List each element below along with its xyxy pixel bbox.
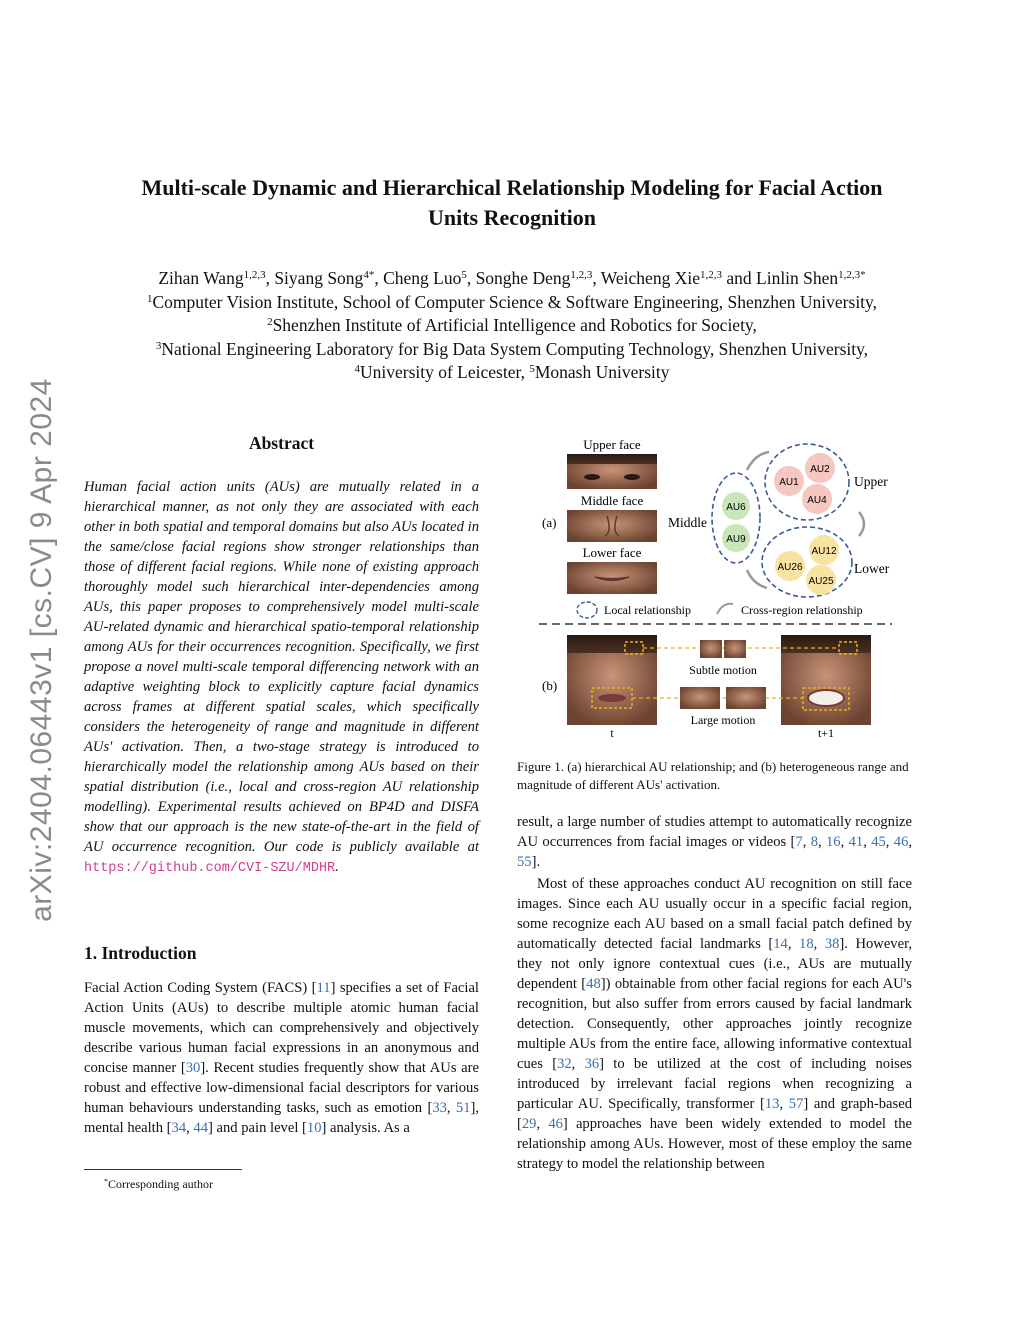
abstract-body: Human facial action units (AUs) are mutually related in a hierarchical manner, as not only they are associated with each other in both spatial and temporal domains but also AUs located in the same/close facial regions show stronger relationships than those of different facial regions. While none of existing approach thoroughly model such hierarchical inter-dependencies among AUs, this paper proposes to comprehensively model multi-scale AU-related dynamic and hierarchical spatio-temporal relationship among AUs for their occurrences recognition. Specifically, we first propose a novel multi-scale temporal differencing network with an adaptive weighting block to explicitly capture facial dynamics across frames at different spatial scales, which specifically considers the heterogeneity of range and magnitude in different AUs' activation. Then, a two-stage strategy is introduced to hierarchically model the relationship among AUs based on their spatial distribution (i.e., local and cross-region AU relationship modelling). Experimental results achieved on BP4D and DISFA show that our approach is the new state-of-the-art in the field of AU occurrence recognition. Our code is publicly available at https://github.com/CVI-SZU/MDHR.	[84, 479, 479, 876]
paper-title	[60, 173, 964, 233]
citation-link[interactable]: 57	[788, 1096, 804, 1112]
author-separator: ,	[592, 268, 601, 288]
paragraph-text: ,	[885, 834, 894, 850]
affiliation-text: University of Leicester,	[359, 362, 530, 382]
paragraph-text: ].	[531, 854, 541, 870]
paragraph-text: ]. Recent studies frequently show that AUs are robust and effective low-dimensional facial descriptors for various human behaviours understanding tasks, such as emotion [	[84, 1060, 479, 1116]
local-relationship-legend-icon	[577, 602, 597, 618]
au26-label: AU26	[777, 562, 803, 573]
large-motion-crop-2	[726, 687, 766, 709]
affiliation-mark: 1	[146, 292, 153, 305]
introduction-paragraph	[84, 978, 479, 1138]
author-affiliation: 1,2,3*	[838, 269, 866, 281]
section-heading-introduction: 1. Introduction	[84, 943, 197, 963]
author-list	[60, 267, 964, 291]
author-name: Cheng Luo	[383, 268, 462, 288]
mouth-t	[598, 694, 626, 702]
paragraph-text: ,	[779, 1096, 789, 1112]
paragraph-text: ,	[802, 834, 811, 850]
paragraph-text: ,	[818, 834, 826, 850]
subtle-motion-label: Subtle motion	[689, 663, 757, 677]
middle-face-label: Middle face	[580, 493, 644, 508]
right-paragraph-2	[517, 874, 912, 1174]
citation-link[interactable]: 29	[521, 1116, 537, 1132]
figure-1	[537, 432, 907, 762]
citation-link[interactable]: 55	[517, 854, 532, 870]
affiliation-mark: 3	[155, 339, 162, 352]
paragraph-text: ,	[571, 1056, 585, 1072]
affiliation-1	[60, 291, 964, 315]
citation-link[interactable]: 16	[826, 834, 841, 850]
figure-label-a: (a)	[542, 515, 557, 530]
title-line-1: Multi-scale Dynamic and Hierarchical Relationship Modeling for Facial Action	[141, 175, 883, 200]
frame-t1-label: t+1	[817, 726, 835, 740]
large-motion-crop-1	[680, 687, 720, 709]
au2-label: AU2	[810, 464, 830, 475]
title-line-2: Units Recognition	[427, 205, 597, 230]
affiliation-mark: 2	[267, 316, 273, 328]
figure-label-b: (b)	[542, 678, 558, 693]
middle-face-crop	[567, 510, 657, 542]
local-relationship-legend: Local relationship	[604, 603, 691, 617]
author-separator: and	[721, 268, 757, 288]
citation-link[interactable]: 46	[548, 1116, 563, 1132]
author-name: Zihan Wang	[158, 268, 244, 288]
paragraph-text: ,	[863, 834, 872, 850]
lower-label: Lower	[854, 561, 890, 576]
cross-region-legend-icon	[717, 604, 733, 614]
middle-label: Middle	[668, 515, 707, 530]
paragraph-text: ,	[186, 1120, 194, 1136]
cross-region-arrow-upper-lower	[859, 512, 864, 536]
citation-link[interactable]: 30	[185, 1060, 201, 1076]
citation-link[interactable]: 33	[432, 1100, 447, 1116]
paragraph-text: ,	[536, 1116, 549, 1132]
author-name: Songhe Deng	[475, 268, 571, 288]
author-affiliation: 1,2,3	[699, 269, 722, 281]
citation-link[interactable]: 41	[848, 834, 864, 850]
au25-label: AU25	[808, 576, 834, 587]
citation-link[interactable]: 34	[171, 1120, 187, 1136]
large-motion-label: Large motion	[690, 713, 756, 727]
footnote-text: Corresponding author	[108, 1177, 213, 1191]
subtle-motion-crop-1	[700, 640, 722, 658]
paragraph-text: ,	[840, 834, 849, 850]
lower-region-boundary	[762, 527, 852, 597]
affiliation-mark: 5	[529, 363, 535, 375]
author-affiliation: 4*	[363, 269, 375, 281]
figure-caption: Figure 1. (a) hierarchical AU relationship; and (b) heterogeneous range and magnitude of different AUs' activation.	[517, 759, 909, 792]
author-name: Weicheng Xie	[600, 268, 700, 288]
affiliation-text: Shenzhen Institute of Artificial Intelligence and Robotics for Society,	[272, 315, 757, 335]
paragraph-text: ] approaches have been widely extended to model the relationship among AUs. However, most of these employ the same strategy to model the relationship between	[517, 1116, 913, 1172]
paragraph-text: ]) obtainable from other facial regions for each AU's recognition, but also suffer from errors caused by facial landmark detection. Consequently, other approaches jointly recognize multiple AUs from the entire face, allowing informative contextual cues [	[517, 976, 912, 1072]
author-affiliation: 1,2,3	[570, 269, 593, 281]
citation-link[interactable]: 44	[193, 1120, 209, 1136]
mouth-t1	[808, 690, 844, 706]
paragraph-text: ] specifies a set of Facial Action Units (AUs) to describe multiple atomic human facial muscle movements, which can comprehensively and objectively describe various human facial expressions in an anonymous and concise manner [	[84, 980, 479, 1076]
arxiv-identifier: arXiv:2404.06443v1 [cs.CV] 9 Apr 2024	[25, 378, 58, 922]
au6-label: AU6	[726, 502, 746, 513]
paragraph-text: Most of these approaches conduct AU recognition on still face images. Since each AU usually occur in a specific facial region, some recognize each AU based on a small facial patch defined by automatically detected facial landmarks [	[517, 876, 912, 952]
citation-link[interactable]: 7	[795, 834, 803, 850]
citation-link[interactable]: 48	[586, 976, 601, 992]
author-separator: ,	[374, 268, 384, 288]
affiliation-text: Computer Vision Institute, School of Computer Science & Software Engineering, Shenzhen University,	[152, 291, 878, 312]
au1-label: AU1	[779, 477, 799, 488]
right-eye	[624, 474, 640, 480]
paragraph-text: ], mental health [	[84, 1100, 480, 1136]
citation-link[interactable]: 38	[824, 936, 840, 952]
au4-label: AU4	[807, 495, 827, 506]
code-link[interactable]: https://github.com/CVI-SZU/MDHR	[84, 861, 336, 876]
paragraph-text: ,	[787, 936, 800, 952]
citation-link[interactable]: 36	[584, 1056, 600, 1072]
subtle-motion-crop-2	[724, 640, 746, 658]
citation-link[interactable]: 11	[316, 980, 331, 996]
paragraph-text: result, a large number of studies attempt to automatically recognize AU occurrences from facial images or videos [	[517, 814, 912, 850]
abstract-text: Human facial action units (AUs) are mutually related in a hierarchical manner, as not only they are associated with each other in both spatial and temporal domains but also AUs located in the same/close facial regions show stronger relationships than those of different facial regions. While none of existing approach thoroughly model such hierarchical inter-dependencies among AUs, this paper proposes to comprehensively model multi-scale AU-related dynamic and hierarchical spatio-temporal relationship among AUs for their occurrences recognition. Specifically, we first propose a novel multi-scale temporal differencing network with an adaptive weighting block to explicitly capture facial dynamics across frames at different spatial scales, which specifically considers the heterogeneity of range and magnitude in different AUs' activation. Then, a two-stage strategy is introduced to hierarchically model the relationship among AUs based on their spatial distribution (i.e., local and cross-region AU relationship modelling). Experimental results achieved on BP4D and DISFA show that our approach is the new state-of-the-art in the field of AU occurrence recognition. Our code is publicly available at	[84, 479, 479, 855]
citation-link[interactable]: 13	[764, 1096, 780, 1112]
au12-label: AU12	[811, 546, 837, 557]
citation-link[interactable]: 46	[893, 834, 909, 850]
author-name: Linlin Shen	[756, 268, 839, 288]
right-paragraph-1	[517, 812, 912, 872]
affiliation-mark: 4	[354, 363, 360, 375]
paragraph-text: ,	[908, 834, 913, 850]
frame-t-label: t	[610, 726, 614, 740]
citation-link[interactable]: 8	[810, 834, 818, 850]
lower-face-label: Lower face	[582, 545, 642, 560]
upper-label: Upper	[854, 474, 888, 489]
citation-link[interactable]: 32	[557, 1056, 572, 1072]
author-block	[60, 267, 964, 385]
author-separator: ,	[265, 268, 275, 288]
cross-region-legend: Cross-region relationship	[741, 603, 863, 617]
paragraph-text: ] analysis. As a	[321, 1120, 410, 1136]
citation-link[interactable]: 14	[773, 936, 788, 952]
footnote	[104, 1176, 213, 1192]
affiliation-2	[60, 314, 964, 338]
citation-link[interactable]: 51	[455, 1100, 471, 1116]
paragraph-text: Facial Action Coding System (FACS) [	[84, 980, 317, 996]
upper-face-hair	[567, 454, 657, 464]
author-name: Siyang Song	[274, 268, 364, 288]
paragraph-text: ,	[813, 936, 825, 952]
author-affiliation: 1,2,3	[243, 269, 266, 281]
affiliation-text: National Engineering Laboratory for Big Data System Computing Technology, Shenzhen University,	[161, 338, 869, 359]
affiliation-3	[60, 338, 964, 362]
paragraph-text: ] to be utilized at the cost of including noises introduced by irrelevant facial regions when recognizing a particular AU. Specifically, transformer [	[517, 1056, 912, 1112]
citation-link[interactable]: 10	[306, 1120, 322, 1136]
cross-region-arrow-upper-middle	[747, 452, 769, 470]
citation-link[interactable]: 45	[871, 834, 886, 850]
abstract-heading: Abstract	[248, 433, 315, 453]
author-affiliation: 5	[461, 269, 467, 281]
affiliation-text: Monash University	[534, 362, 670, 382]
paragraph-text: ] and graph-based [	[517, 1096, 912, 1132]
left-eye	[584, 474, 600, 480]
footnote-rule	[84, 1169, 242, 1170]
paragraph-text: ,	[446, 1100, 456, 1116]
paragraph-text: ]. However, they not only ignore contextual cues (i.e., AUs are mutually dependent [	[517, 936, 913, 992]
au9-label: AU9	[726, 534, 746, 545]
affiliation-4	[60, 361, 964, 385]
upper-face-label: Upper face	[583, 437, 641, 452]
paragraph-text: ] and pain level [	[208, 1120, 307, 1136]
footnote-mark: *	[104, 1177, 108, 1186]
citation-link[interactable]: 18	[799, 936, 814, 952]
author-separator: ,	[466, 268, 476, 288]
